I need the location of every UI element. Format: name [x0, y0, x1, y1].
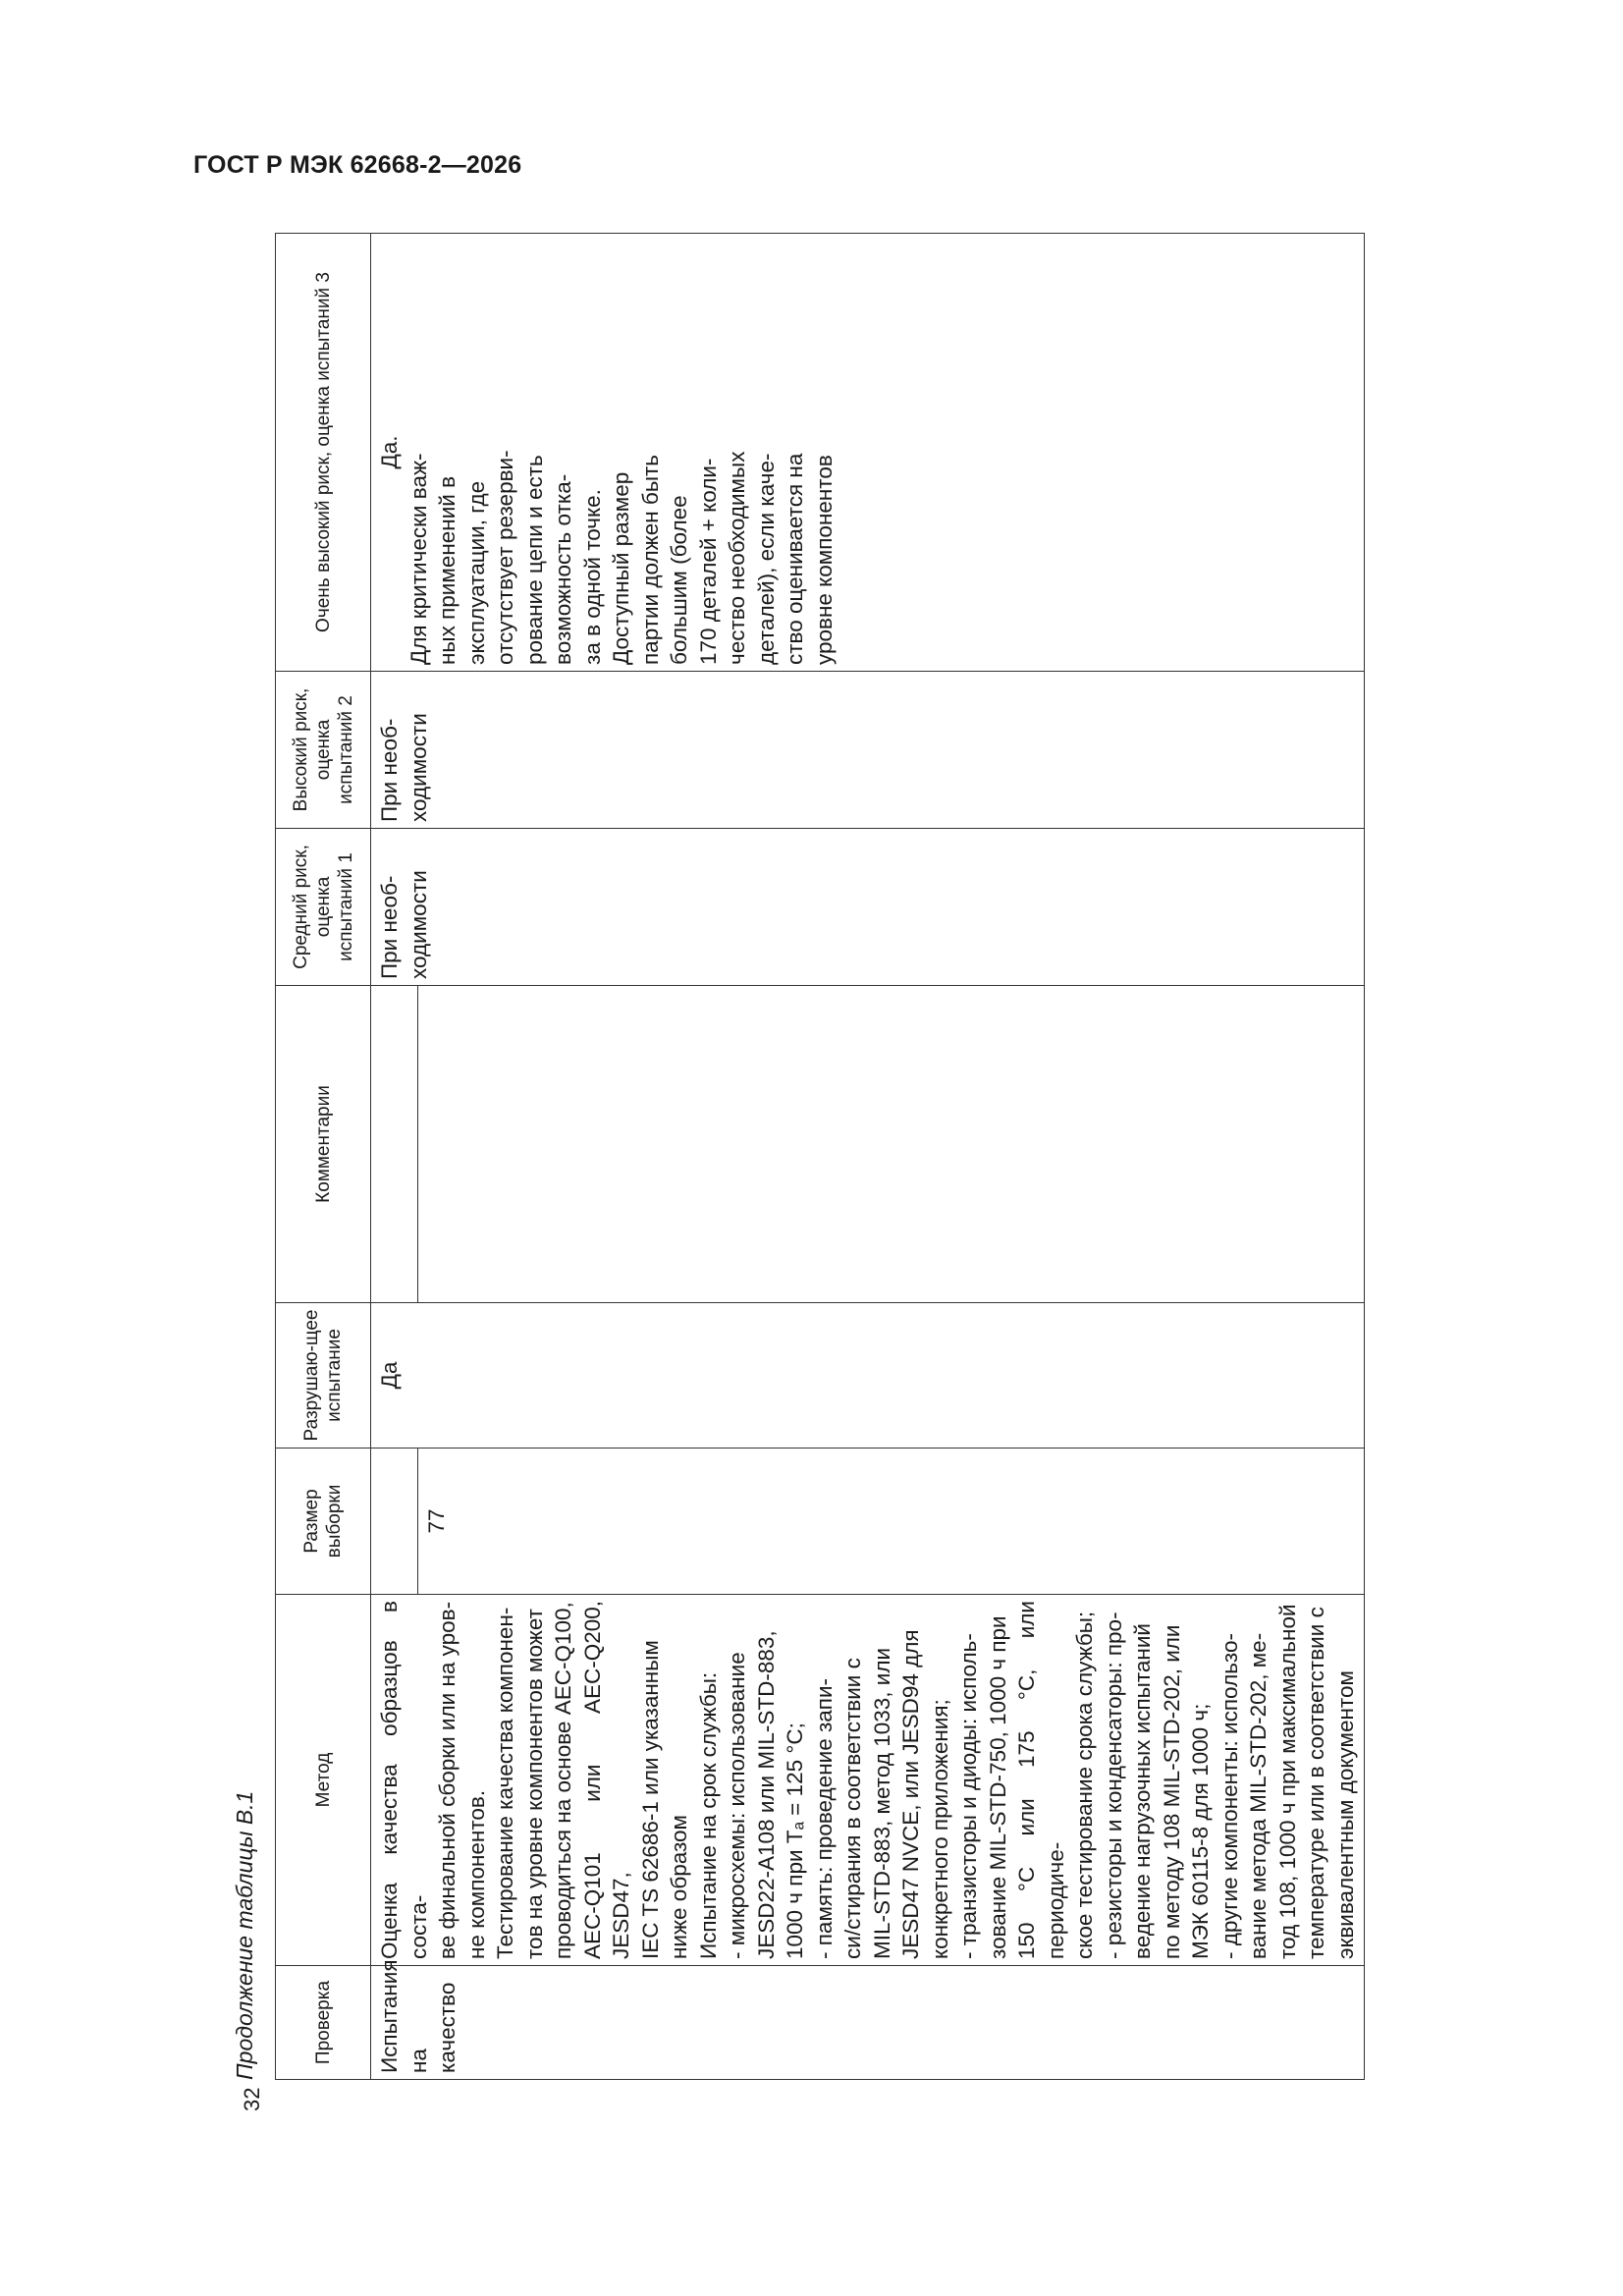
method-text-line: - транзисторы и диоды: исполь- [956, 1633, 981, 1959]
method-text-line: по методу 108 MIL-STD-202, или [1159, 1624, 1184, 1959]
very-high-risk-text-line: ных применений в [435, 475, 460, 665]
method-text-line: вание метода MIL-STD-202, ме- [1246, 1632, 1271, 1959]
header-sample-size: Размер выборки [276, 1449, 371, 1595]
method-text-line: MIL-STD-883, метод 1033, или [869, 1647, 894, 1959]
header-very-high-risk: Очень высокий риск, оценка испытаний 3 [276, 234, 371, 672]
header-comments: Комментарии [276, 986, 371, 1303]
header-medium-risk: Средний риск, оценка испытаний 1 [276, 829, 371, 986]
document-title: ГОСТ Р МЭК 62668-2—2026 [193, 151, 522, 179]
method-text-line: ниже образом [667, 1814, 691, 1959]
cell-check: Испытания на качество [371, 1966, 1365, 2080]
very-high-risk-text-line: возможность отка- [551, 473, 575, 665]
method-text-line: 1000 ч при Tₐ = 125 °C; [783, 1722, 807, 1959]
cell-high-risk: При необ-ходимости [371, 672, 1365, 829]
very-high-risk-text-line: 170 деталей + коли- [695, 458, 721, 665]
method-text-line: IEC TS 62686-1 или указанным [637, 1640, 663, 1959]
method-text-line: зование MIL-STD-750, 1000 ч при [985, 1615, 1010, 1959]
method-text-line: Тестирование качества компонен- [493, 1607, 517, 1959]
method-text-line: ведение нагрузочных испытаний [1130, 1623, 1155, 1959]
sample-size-empty-subcell [371, 1449, 418, 1594]
very-high-risk-text-line: большим (более [667, 495, 691, 665]
cell-comments [371, 986, 1365, 1303]
table-caption: Продолжение таблицы В.1 [232, 1790, 257, 2080]
sample-size-value: 77 [424, 1508, 449, 1534]
method-text-line: си/стирания в соответствии с [840, 1658, 865, 1959]
table-header-row [276, 234, 371, 2080]
cell-destructive: Да [371, 1303, 1365, 1449]
method-text-line: Оценка качества образцов в соста- [377, 1601, 431, 1959]
method-text-line: температуре или в соответствии с [1304, 1607, 1328, 1959]
method-text-line: - микросхемы: использование [725, 1652, 749, 1959]
cell-very-high-risk [371, 234, 1365, 672]
method-text-line: JESD22-A108 или MIL-STD-883, [753, 1630, 779, 1959]
very-high-risk-text-line: Доступный размер [609, 471, 633, 665]
very-high-risk-text-line: деталей), если каче- [753, 453, 779, 665]
method-text-line: МЭК 60115-8 для 1000 ч; [1188, 1703, 1213, 1959]
method-text-line: Испытание на срок службы: [695, 1671, 721, 1959]
method-text-line: 150 °C или 175 °C, или периодиче- [1014, 1601, 1068, 1959]
header-method: Метод [276, 1595, 371, 1966]
cell-method [371, 1595, 1365, 1966]
very-high-risk-text-line: эксплуатации, где [463, 480, 489, 665]
method-text-line: тод 108, 1000 ч при максимальной [1274, 1604, 1300, 1959]
very-high-risk-title: Да. [377, 435, 402, 469]
cell-medium-risk: При необ-ходимости [371, 829, 1365, 986]
rotated-page-content [232, 234, 1358, 2111]
method-text-line: AEC-Q101 или AEC-Q200, JESD47, [579, 1601, 633, 1959]
very-high-risk-text-line: уровне компонентов [811, 455, 837, 665]
very-high-risk-text-line: за в одной точке. [579, 489, 605, 665]
very-high-risk-text-line: чество необходимых [725, 451, 749, 665]
very-high-risk-text-line: ство оценивается на [783, 453, 807, 665]
method-text-line: ское тестирование срока службы; [1072, 1611, 1097, 1959]
very-high-risk-text-line: Для критически важ- [406, 453, 431, 665]
method-text-line: - другие компоненты: использо- [1217, 1633, 1242, 1959]
comments-empty-subcell [371, 986, 418, 1302]
method-text-line: - резисторы и конденсаторы: про- [1101, 1612, 1126, 1959]
method-text-line: конкретного приложения; [927, 1699, 952, 1959]
header-destructive: Разрушаю-щее испытание [276, 1303, 371, 1449]
table-row [371, 234, 1365, 2080]
method-text-line: ве финальной сборки или на уров- [435, 1601, 460, 1959]
requirements-table [275, 233, 1365, 2080]
method-text-line: не компонентов. [463, 1789, 489, 1959]
method-text-line: проводиться на основе AEC-Q100, [551, 1602, 575, 1959]
page-number: 32 [240, 2087, 264, 2111]
header-check: Проверка [276, 1966, 371, 2080]
very-high-risk-text-line: отсутствует резерви- [493, 450, 517, 665]
method-text-line: эквивалентным документом [1332, 1670, 1358, 1959]
method-text-line: тов на уровне компонентов может [521, 1609, 547, 1959]
header-high-risk: Высокий риск, оценка испытаний 2 [276, 672, 371, 829]
method-text-line: - память: проведение запи- [811, 1677, 837, 1959]
method-text-line: JESD47 NVCE, или JESD94 для [898, 1629, 923, 1959]
very-high-risk-text [405, 240, 839, 665]
very-high-risk-text-line: партии должен быть [637, 454, 663, 665]
very-high-risk-text-line: рование цепи и есть [521, 455, 547, 665]
cell-sample-size [371, 1449, 1365, 1595]
